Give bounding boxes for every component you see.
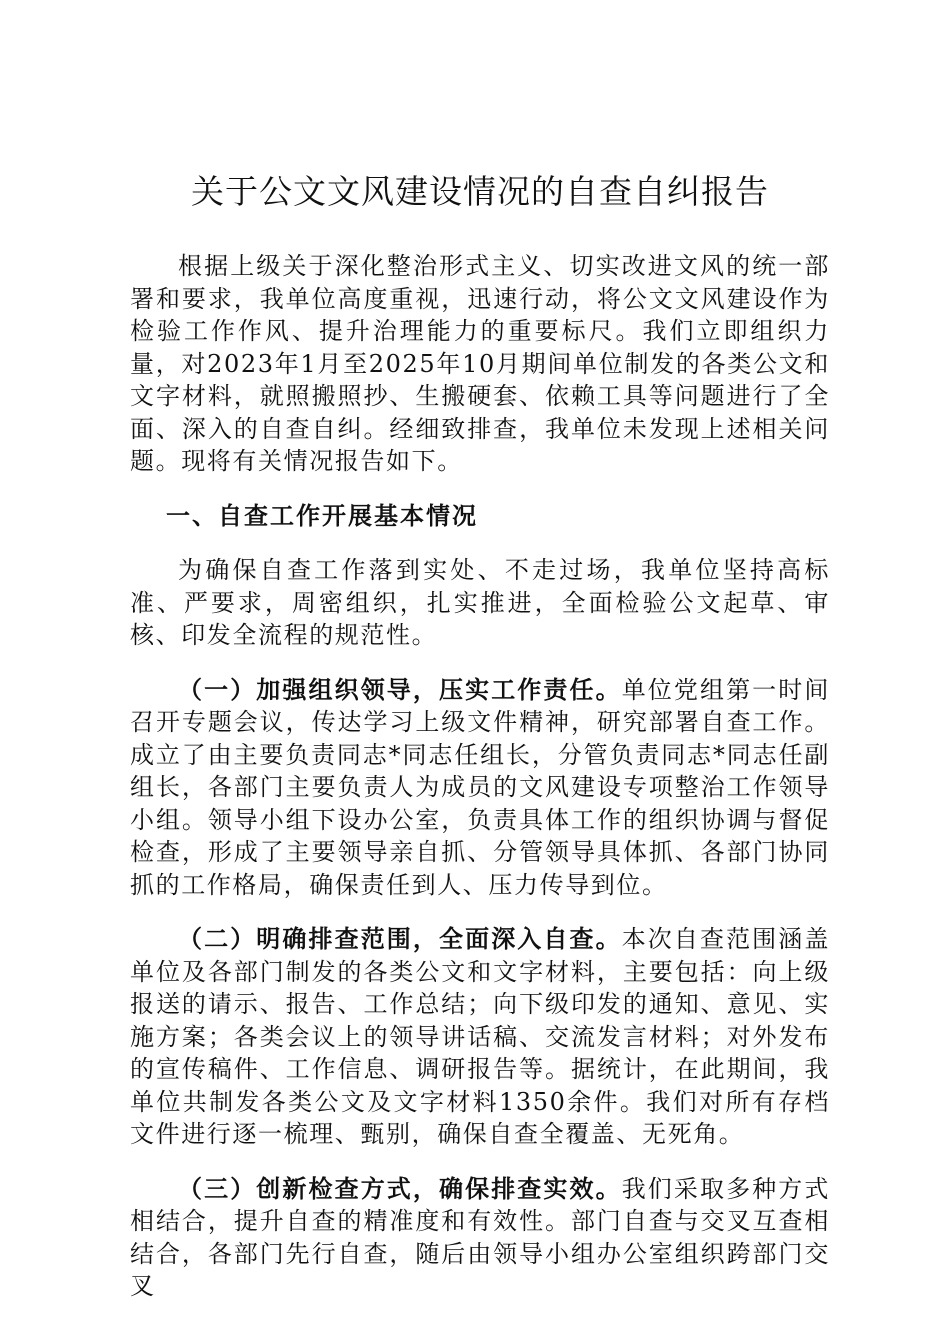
intro-paragraph: 根据上级关于深化整治形式主义、切实改进文风的统一部署和要求，我单位高度重视，迅速行动，将公文文风建设作为检验工作作风、提升治理能力的重要标尺。我们立即组织力量，对2023年1月至2025年10月期间单位制发的各类公文和文字材料，就照搬照抄、生搬硬套、依赖工具等问题进行了全面、深入的自查自纠。经细致排查，我单位未发现上述相关问题。现将有关情况报告如下。 (130, 252, 830, 475)
document-page (130, 168, 830, 1325)
item-lead-3: （三）创新检查方式，确保排查实效。 (178, 1173, 622, 1203)
item-paragraph-2 (130, 923, 830, 1151)
section-heading: 一、自查工作开展基本情况 (166, 500, 478, 530)
item-lead-2: （二）明确排查范围，全面深入自查。 (178, 924, 622, 953)
section-intro-paragraph: 为确保自查工作落到实处、不走过场，我单位坚持高标准、严要求，周密组织，扎实推进，全面检验公文起草、审核、印发全流程的规范性。 (130, 556, 830, 649)
document-title: 关于公文文风建设情况的自查自纠报告 (191, 172, 769, 211)
item-paragraph-1 (130, 674, 830, 902)
item-paragraph-3 (130, 1173, 830, 1303)
item-lead-1: （一）加强组织领导，压实工作责任。 (178, 674, 622, 704)
item-text-1: 单位党组第一时间召开专题会议，传达学习上级文件精神，研究部署自查工作。成立了由主要负责同志*同志任组长，分管负责同志*同志任副组长，各部门主要负责人为成员的文风建设专项整治工作领导小组。领导小组下设办公室，负责具体工作的组织协调与督促检查，形成了主要领导亲自抓、分管领导具体抓、各部门协同抓的工作格局，确保责任到人、压力传导到位。 (130, 675, 830, 899)
item-text-2: 本次自查范围涵盖单位及各部门制发的各类公文和文字材料，主要包括：向上级报送的请示、报告、工作总结；向下级印发的通知、意见、实施方案；各类会议上的领导讲话稿、交流发言材料；对外发布的宣传稿件、工作信息、调研报告等。据统计，在此期间，我单位共制发各类公文及文字材料1350余件。我们对所有存档文件进行逐一梳理、甄别，确保自查全覆盖、无死角。 (130, 925, 830, 1148)
item-text-3: 我们采取多种方式相结合，提升自查的精准度和有效性。部门自查与交叉互查相结合，各部门先行自查，随后由领导小组办公室组织跨部门交叉 (130, 1174, 830, 1300)
